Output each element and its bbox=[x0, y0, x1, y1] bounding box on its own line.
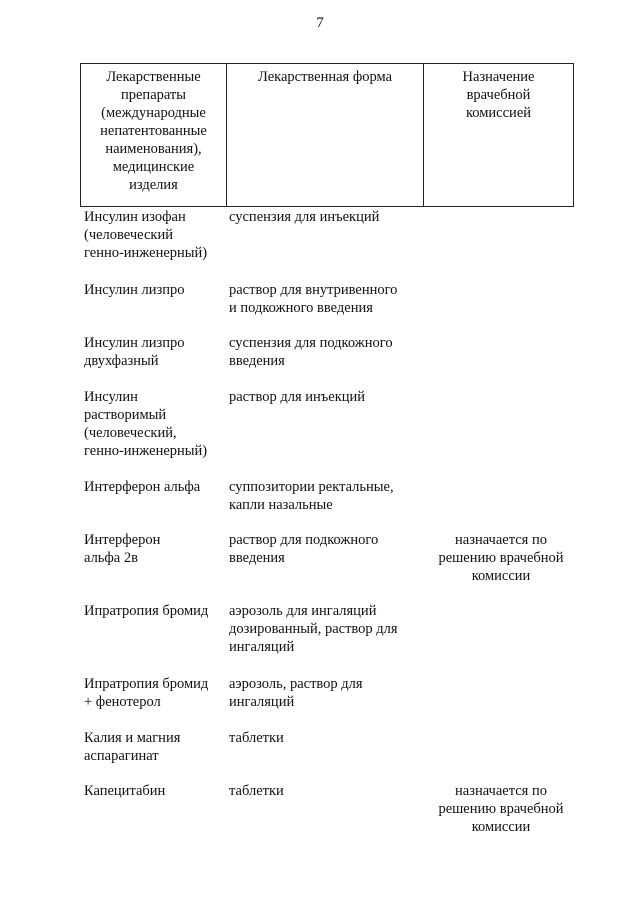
commission-note: назначается по решению врачебной комиссии bbox=[438, 783, 564, 835]
dosage-form: таблетки bbox=[229, 783, 284, 799]
drug-name: Интерферон альфа 2в bbox=[84, 532, 161, 566]
dosage-form: раствор для внутривенного и подкожного введения bbox=[229, 282, 398, 316]
table-header bbox=[80, 63, 574, 207]
header-dosage-form: Лекарственная форма bbox=[227, 64, 424, 207]
dosage-form: суспензия для инъекций bbox=[229, 209, 380, 225]
drug-name: Инсулин растворимый (человеческий, генно-инженерный) bbox=[84, 389, 208, 459]
drug-name: Инсулин лизпро двухфазный bbox=[84, 335, 185, 369]
drug-name: Ипратропия бромид + фенотерол bbox=[84, 676, 209, 710]
drug-name: Инсулин лизпро bbox=[84, 282, 185, 298]
dosage-form: таблетки bbox=[229, 730, 284, 746]
commission-note: назначается по решению врачебной комиссии bbox=[438, 532, 564, 584]
page-number: 7 bbox=[316, 15, 324, 31]
drug-name: Калия и магния аспарагинат bbox=[84, 730, 181, 764]
drug-name: Инсулин изофан (человеческий генно-инженерный) bbox=[84, 209, 208, 261]
dosage-form: аэрозоль для ингаляций дозированный, раствор для ингаляций bbox=[229, 603, 398, 655]
dosage-form: аэрозоль, раствор для ингаляций bbox=[229, 676, 363, 710]
dosage-form: суспензия для подкожного введения bbox=[229, 335, 393, 369]
drug-name: Ипратропия бромид bbox=[84, 603, 209, 619]
header-commission: Назначение врачебной комиссией bbox=[424, 64, 574, 207]
dosage-form: раствор для подкожного введения bbox=[229, 532, 379, 566]
header-drugs: Лекарственные препараты (международные непатентованные наименования), медицинские изделия bbox=[81, 64, 227, 207]
dosage-form: раствор для инъекций bbox=[229, 389, 366, 405]
drug-name: Интерферон альфа bbox=[84, 479, 201, 495]
dosage-form: суппозитории ректальные, капли назальные bbox=[229, 479, 394, 513]
drug-name: Капецитабин bbox=[84, 783, 166, 799]
